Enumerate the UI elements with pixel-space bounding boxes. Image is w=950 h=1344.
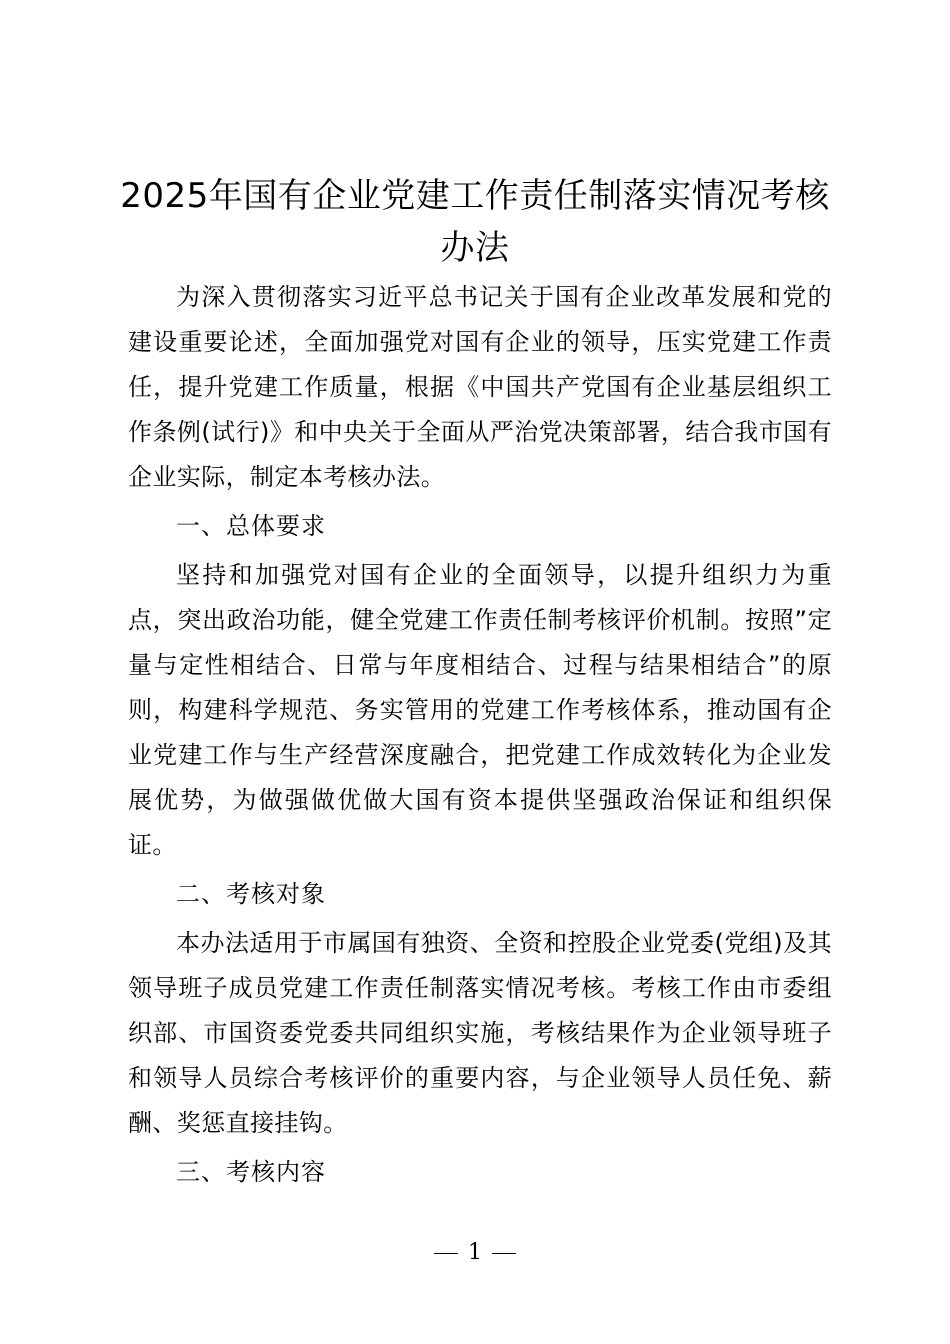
section-heading-assessment-content: 三、考核内容 — [176, 1158, 326, 1186]
page-footer — [0, 1238, 950, 1268]
section-heading-general-requirements: 一、总体要求 — [176, 512, 326, 540]
section-heading-assessment-targets: 二、考核对象 — [176, 880, 326, 908]
footer-dash-right — [492, 1253, 516, 1254]
page-number: 1 — [468, 1240, 482, 1265]
document-title: 2025年国有企业党建工作责任制落实情况考核办法 — [120, 176, 830, 268]
paragraph-assessment-targets: 本办法适用于市属国有独资、全资和控股企业党委(党组)及其领导班子成员党建工作责任制落实情况考核。考核工作由市委组织部、市国资委党委共同组织实施，考核结果作为企业领导班子和领导人员综合考核评价的重要内容，与企业领导人员任免、薪酬、奖惩直接挂钩。 — [128, 929, 832, 1137]
footer-dash-left — [434, 1253, 458, 1254]
document-body — [128, 275, 832, 1195]
paragraph-general-requirements: 坚持和加强党对国有企业的全面领导，以提升组织力为重点，突出政治功能，健全党建工作责任制考核评价机制。按照”定量与定性相结合、日常与年度相结合、过程与结果相结合”的原则，构建科学规范、务实管用的党建工作考核体系，推动国有企业党建工作与生产经营深度融合，把党建工作成效转化为企业发展优势，为做强做优做大国有资本提供坚强政治保证和组织保证。 — [128, 561, 832, 859]
paragraph-intro: 为深入贯彻落实习近平总书记关于国有企业改革发展和党的建设重要论述，全面加强党对国有企业的领导，压实党建工作责任，提升党建工作质量，根据《中国共产党国有企业基层组织工作条例(试行)》和中央关于全面从严治党决策部署，结合我市国有企业实际，制定本考核办法。 — [128, 283, 832, 491]
